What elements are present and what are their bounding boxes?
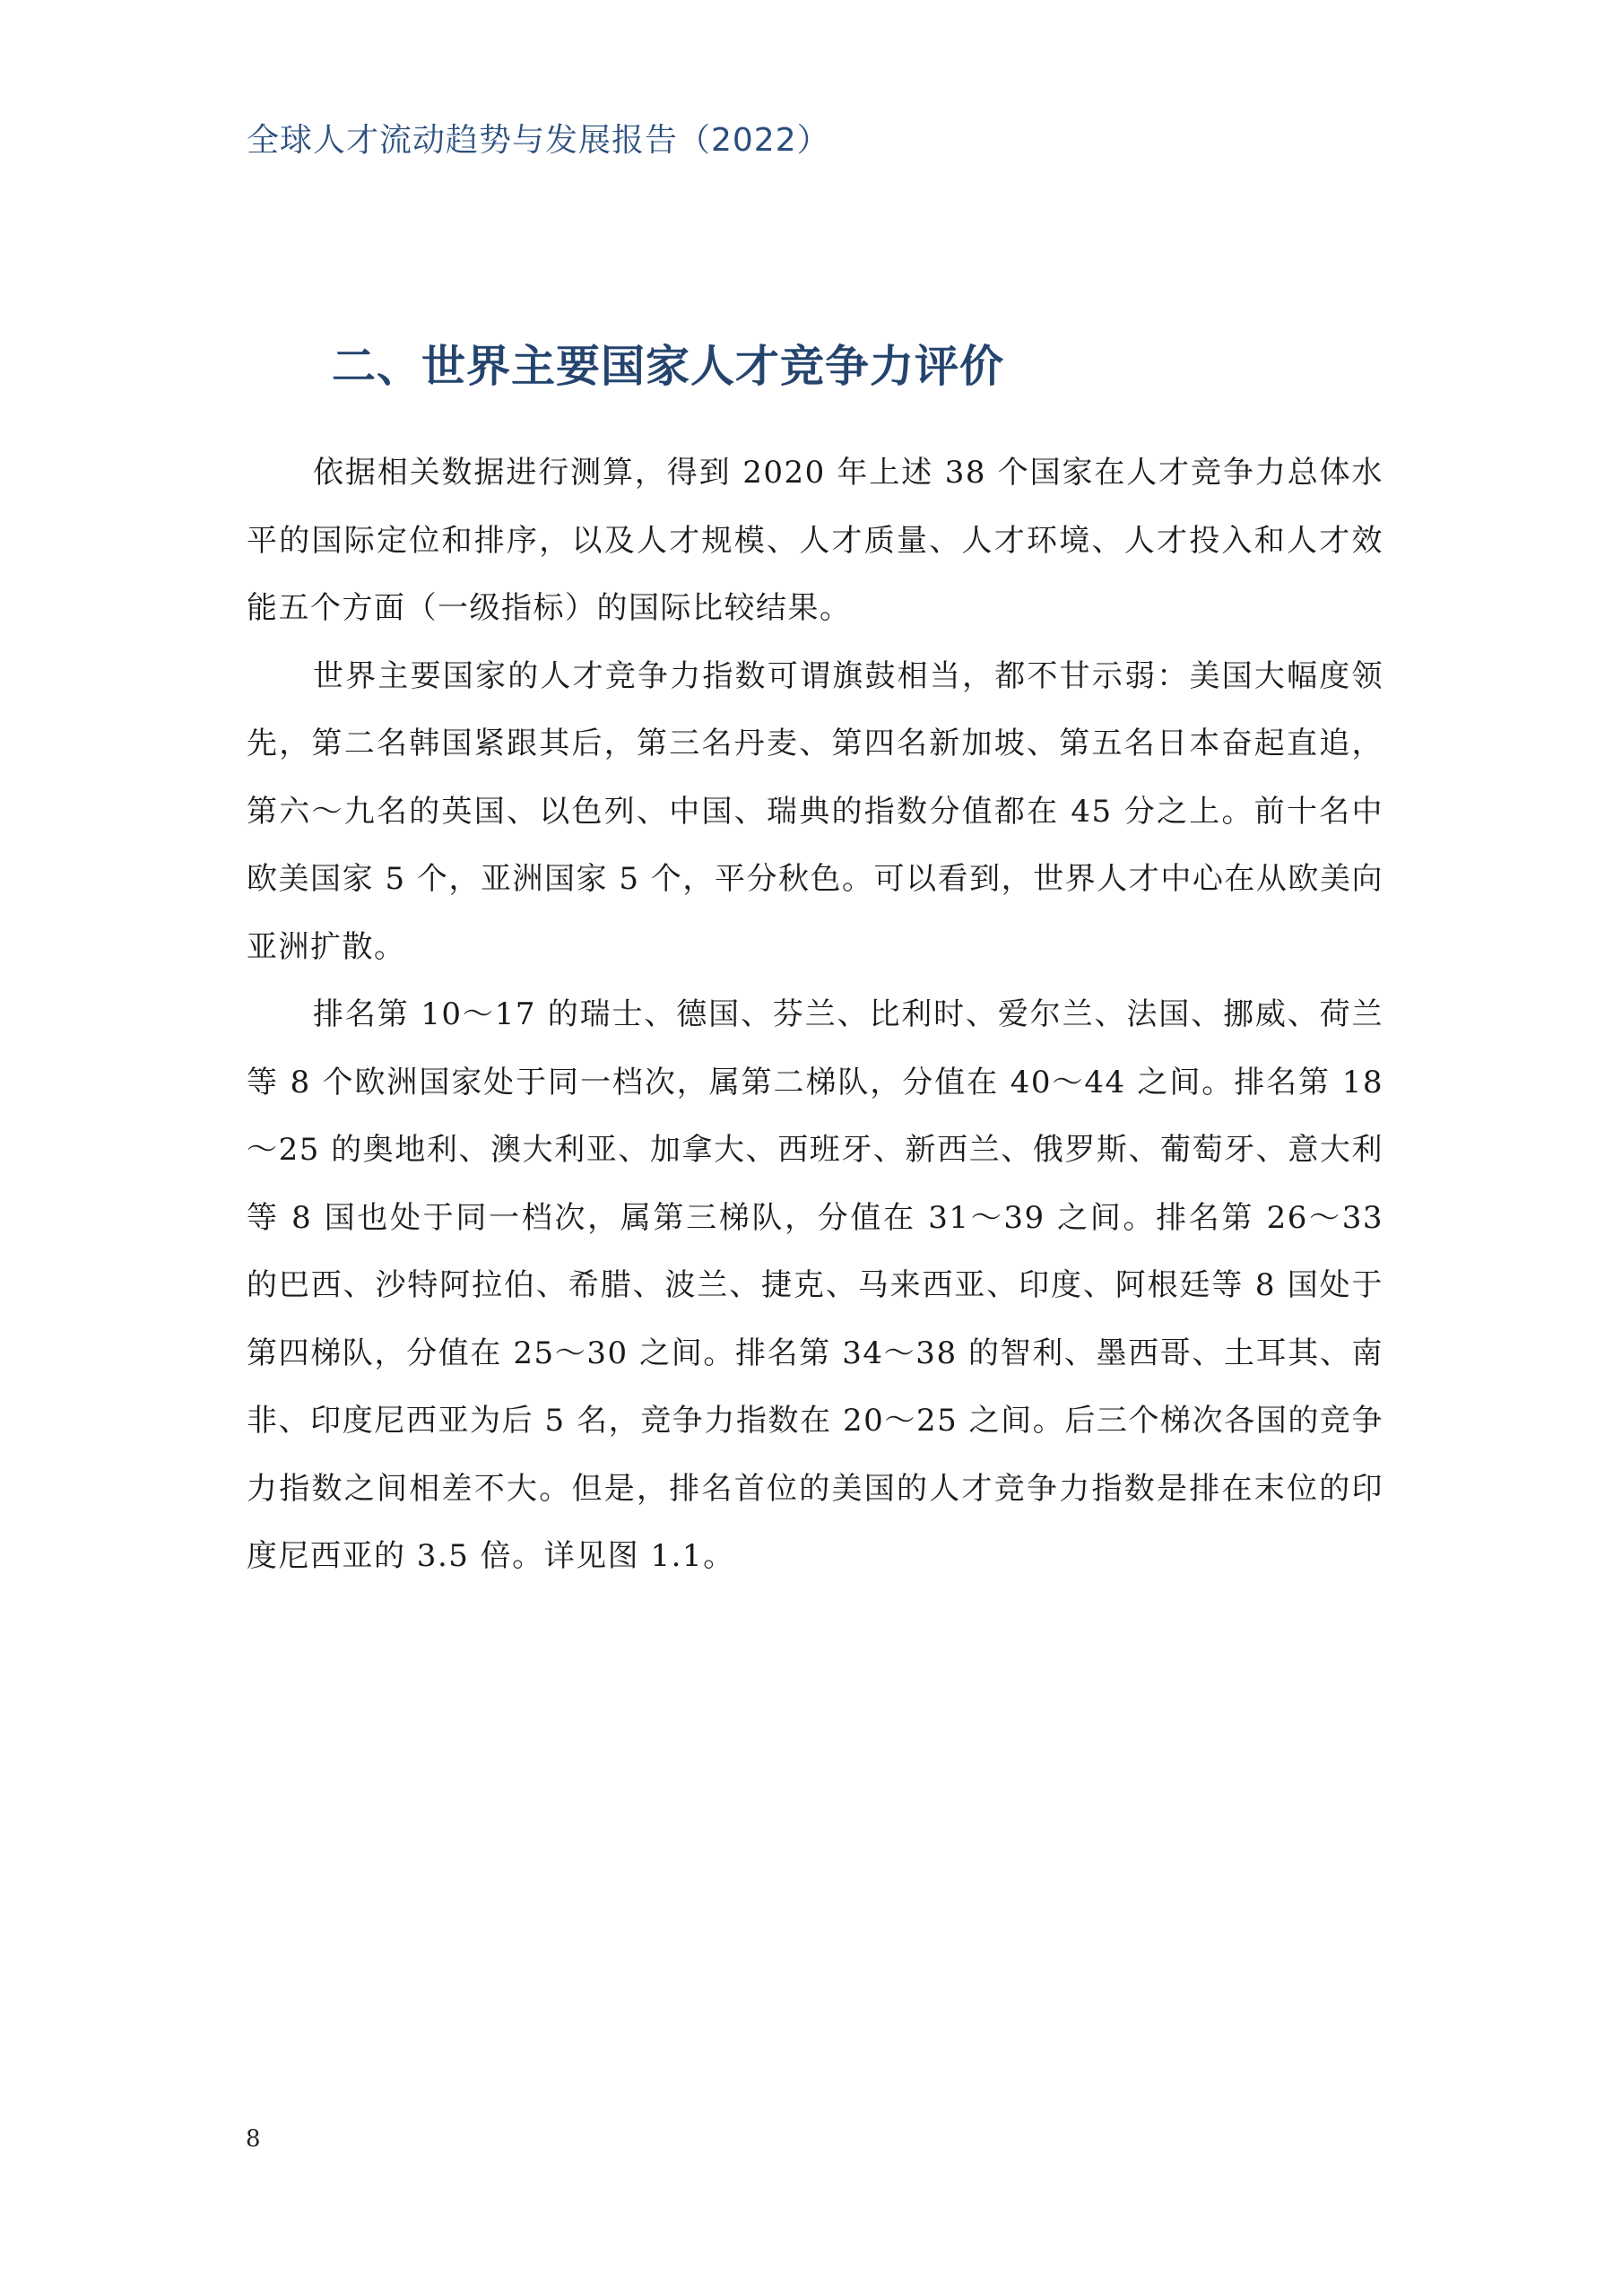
paragraph-1: 依据相关数据进行测算，得到 2020 年上述 38 个国家在人才竞争力总体水平的国际定位和排序，以及人才规模、人才质量、人才环境、人才投入和人才效能五个方面（一级指标）的国际比较结果。 — [247, 455, 1383, 626]
running-header: 全球人才流动趋势与发展报告（2022） — [247, 122, 830, 159]
body-text — [247, 439, 1383, 1591]
section-title: 二、世界主要国家人才竞争力评价 — [332, 341, 1005, 392]
paragraph-3: 排名第 10～17 的瑞士、德国、芬兰、比利时、爱尔兰、法国、挪威、荷兰等 8 个欧洲国家处于同一档次，属第二梯队，分值在 40～44 之间。排名第 18～25 的奥地利、澳大利亚、加拿大、西班牙、新西兰、俄罗斯、葡萄牙、意大利等 8 国也处于同一档次，属第三梯队，分值在 31～39 之间。排名第 26～33 的巴西、沙特阿拉伯、希腊、波兰、捷克、马来西亚、印度、阿根廷等 8 国处于第四梯队，分值在 25～30 之间。排名第 34～38 的智利、墨西哥、土耳其、南非、印度尼西亚为后 5 名，竞争力指数在 20～25 之间。后三个梯次各国的竞争力指数之间相差不大。但是，排名首位的美国的人才竞争力指数是排在末位的印度尼西亚的 3.5 倍。详见图 1.1。 — [247, 996, 1383, 1574]
page-number: 8 — [246, 2126, 261, 2152]
paragraph-2: 世界主要国家的人才竞争力指数可谓旗鼓相当，都不甘示弱：美国大幅度领先，第二名韩国紧跟其后，第三名丹麦、第四名新加坡、第五名日本奋起直追，第六～九名的英国、以色列、中国、瑞典的指数分值都在 45 分之上。前十名中欧美国家 5 个，亚洲国家 5 个，平分秋色。可以看到，世界人才中心在从欧美向亚洲扩散。 — [247, 657, 1383, 965]
